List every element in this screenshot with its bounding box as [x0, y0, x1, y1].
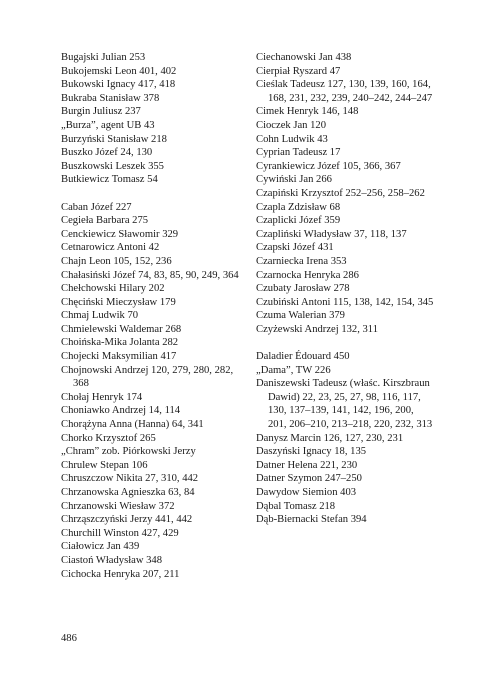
index-entry: Cohn Ludwik 43: [256, 133, 328, 145]
index-entry: Chałasiński Józef 74, 83, 85, 90, 249, 364: [61, 269, 239, 281]
index-entry: Cyrankiewicz Józef 105, 366, 367: [256, 160, 401, 172]
index-entry: Daladier Édouard 450: [256, 351, 350, 363]
index-entry: Chrząszczyński Jerzy 441, 442: [61, 514, 193, 526]
index-entry: Cenckiewicz Sławomir 329: [61, 228, 179, 240]
index-entry: Czapski Józef 431: [256, 242, 334, 254]
page-number: 486: [61, 633, 77, 644]
index-entry: Buszkowski Leszek 355: [61, 160, 164, 172]
index-entry: Datner Szymon 247–250: [256, 473, 362, 485]
index-entry: Czarniecka Irena 353: [256, 255, 347, 267]
index-entry: Cioczek Jan 120: [256, 119, 327, 131]
index-entry: Czaplicki Józef 359: [256, 215, 341, 227]
index-entry: Chorążyna Anna (Hanna) 64, 341: [61, 419, 204, 431]
index-entry: Dawydow Siemion 403: [256, 487, 357, 498]
index-entry: Czyżewski Andrzej 132, 311: [256, 323, 378, 335]
index-entry: Cierpiał Ryszard 47: [256, 65, 341, 77]
index-entry: Choniawko Andrzej 14, 114: [61, 405, 181, 417]
index-entry: Chołaj Henryk 174: [61, 391, 143, 403]
index-entry: Chrzanowska Agnieszka 63, 84: [61, 487, 195, 498]
index-column-right: [256, 51, 434, 527]
index-entry: Daniszewski Tadeusz (właśc. Kirszbraun Dawid) 22, 23, 25, 27, 98, 116, 117, 130, 137–139, 141, 142, 196, 200, 201, 206–210, 213–218, 220, 232, 313: [256, 378, 433, 431]
index-entry: Dąb-Biernacki Stefan 394: [256, 514, 367, 526]
index-entry: Buszko Józef 24, 130: [61, 147, 153, 159]
index-entry: Cimek Henryk 146, 148: [256, 106, 359, 118]
index-entry: Chojecki Maksymilian 417: [61, 351, 177, 363]
index-entry: „Burza”, agent UB 43: [61, 119, 155, 131]
index-entry: Churchill Winston 427, 429: [61, 527, 179, 539]
index-entry: Danysz Marcin 126, 127, 230, 231: [256, 432, 404, 444]
index-entry: Choińska-Mika Jolanta 282: [61, 337, 179, 349]
index-entry: Cyprian Tadeusz 17: [256, 147, 341, 159]
index-entry: Cichocka Henryka 207, 211: [61, 568, 180, 580]
index-entry: Chmielewski Waldemar 268: [61, 323, 182, 335]
index-entry: Chrzanowski Wiesław 372: [61, 500, 175, 512]
index-entry: Bukojemski Leon 401, 402: [61, 65, 177, 77]
index-entry: Cywiński Jan 266: [256, 174, 332, 186]
index-entry: Caban Józef 227: [61, 201, 132, 213]
index-entry: Chruszczow Nikita 27, 310, 442: [61, 473, 199, 485]
index-entry: Cetnarowicz Antoni 42: [61, 242, 160, 254]
index-entry: Cieślak Tadeusz 127, 130, 139, 160, 164, 168, 231, 232, 239, 240–242, 244–247: [256, 79, 433, 104]
index-entry: Czubaty Jarosław 278: [256, 283, 350, 295]
index-entry: Ciastoń Władysław 348: [61, 554, 163, 566]
index-entry: Butkiewicz Tomasz 54: [61, 174, 158, 186]
index-entry: Czarnocka Henryka 286: [256, 269, 359, 281]
index-entry: Ciałowicz Jan 439: [61, 541, 140, 553]
index-entry: Burgin Juliusz 237: [61, 106, 141, 118]
index-entry: Czuma Walerian 379: [256, 310, 345, 322]
index-entry: Cegieła Barbara 275: [61, 215, 149, 227]
index-entry: Czapla Zdzisław 68: [256, 201, 341, 213]
index-entry: Daszyński Ignacy 18, 135: [256, 446, 367, 458]
index-entry: Czapiński Krzysztof 252–256, 258–262: [256, 187, 425, 199]
index-entry: Bukowski Ignacy 417, 418: [61, 79, 176, 91]
index-entry: „Chram” zob. Piórkowski Jerzy: [61, 446, 196, 458]
index-entry: Chorko Krzysztof 265: [61, 432, 156, 444]
index-entry: Bukraba Stanisław 378: [61, 92, 160, 104]
index-column-left: [61, 51, 241, 581]
index-entry: Chęciński Mieczysław 179: [61, 296, 176, 308]
index-entry: Dąbal Tomasz 218: [256, 500, 336, 512]
index-entry: Chojnowski Andrzej 120, 279, 280, 282, 368: [61, 364, 234, 390]
index-entry: Chrulew Stepan 106: [61, 459, 148, 471]
index-entry: Ciechanowski Jan 438: [256, 52, 352, 63]
index-entry: Chełchowski Hilary 202: [61, 283, 165, 295]
index-entry: Bugajski Julian 253: [61, 52, 146, 63]
index-entry: „Dama”, TW 226: [256, 364, 331, 376]
index-entry: Datner Helena 221, 230: [256, 459, 358, 471]
index-entry: Chmaj Ludwik 70: [61, 310, 139, 322]
index-entry: Chajn Leon 105, 152, 236: [61, 255, 172, 267]
index-entry: Czapliński Władysław 37, 118, 137: [256, 228, 407, 240]
index-entry: Czubiński Antoni 115, 138, 142, 154, 345: [256, 296, 434, 308]
index-entry: Burzyński Stanisław 218: [61, 133, 167, 145]
